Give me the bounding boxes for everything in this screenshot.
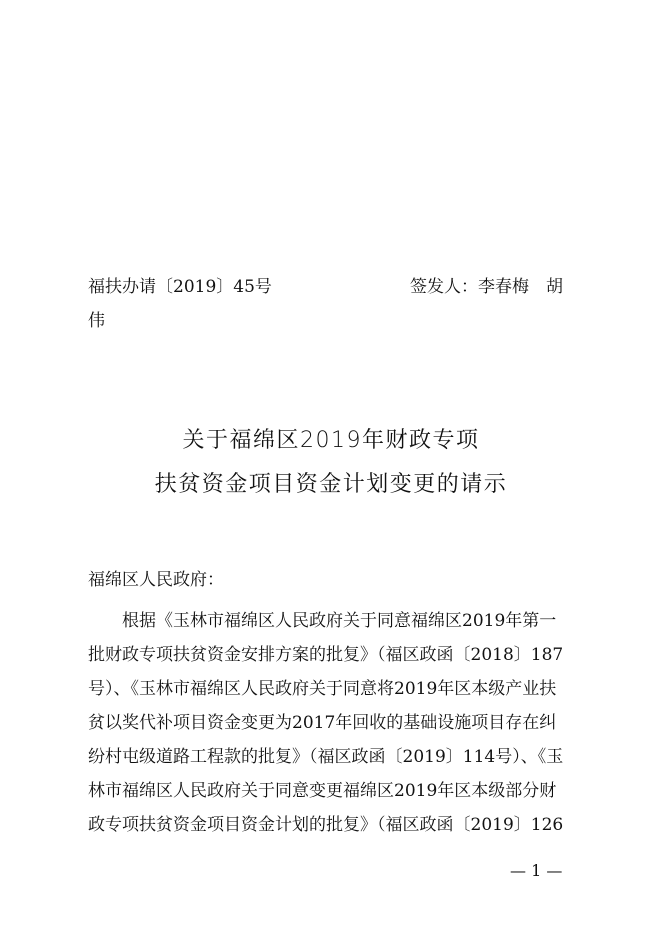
document-title-line-1: 关于福绵区2019年财政专项 <box>182 428 480 453</box>
document-number: 福扶办请〔2019〕45号 <box>88 277 272 297</box>
signer-name-continued: 伟 <box>88 311 105 331</box>
body-line: 贫以奖代补项目资金变更为2017年回收的基础设施项目存在纠 <box>88 713 557 733</box>
body-line: 纷村屯级道路工程款的批复》（福区政函〔2019〕114号）、《玉 <box>88 747 564 767</box>
signer-line: 签发人：李春梅 胡 <box>410 277 563 297</box>
body-line: 根据《玉林市福绵区人民政府关于同意福绵区2019年第一 <box>122 611 557 631</box>
body-line: 林市福绵区人民政府关于同意变更福绵区2019年区本级部分财 <box>88 781 557 801</box>
document-title-line-2: 扶贫资金项目资金计划变更的请示 <box>154 472 508 497</box>
body-line: 政专项扶贫资金项目资金计划的批复》（福区政函〔2019〕126 <box>88 815 564 835</box>
body-line: 批财政专项扶贫资金安排方案的批复》（福区政函〔2018〕187 <box>88 645 564 665</box>
salutation: 福绵区人民政府： <box>88 570 224 590</box>
body-line: 号）、《玉林市福绵区人民政府关于同意将2019年区本级产业扶 <box>88 679 557 699</box>
page-number: — 1 — <box>510 861 563 880</box>
